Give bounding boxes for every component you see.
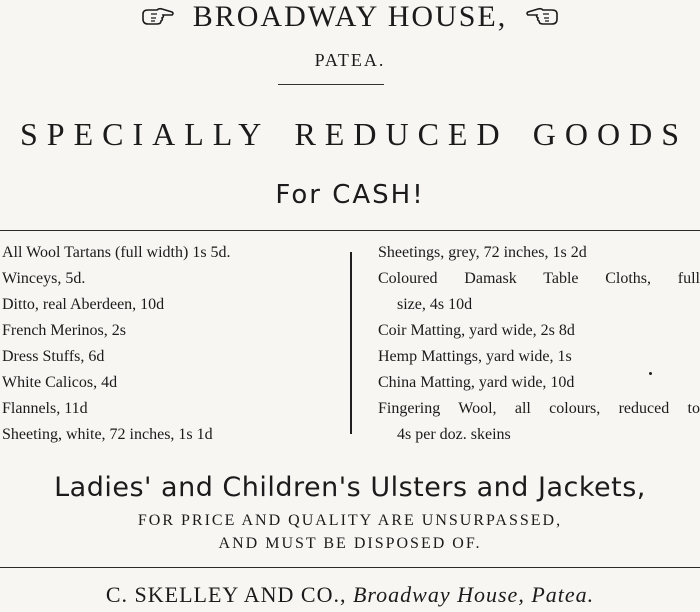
town-name: PATEA. [314,50,386,70]
list-item: Winceys, 5d. [2,270,86,287]
list-item: Ditto, real Aberdeen, 10d [2,296,165,313]
list-item-continuation: size, 4s 10d [397,296,473,313]
headline-word-2: REDUCED [294,116,509,152]
list-item: Coloured Damask Table Cloths, full [378,270,700,287]
list-item: Sheetings, grey, 72 inches, 1s 2d [378,244,587,261]
list-item: White Calicos, 4d [2,374,118,391]
notice-line-2: AND MUST BE DISPOSED OF. [218,535,482,552]
list-item: Hemp Mattings, yard wide, 1s [378,348,572,365]
ink-speck [649,372,652,375]
right-price-list [378,240,700,448]
left-price-list [2,240,342,448]
bottom-divider [0,567,700,568]
pointing-hand-right-icon [141,6,175,28]
top-divider [0,230,700,231]
headline-word-3: GOODS [532,116,688,152]
company-address: Broadway House, Patea. [352,582,595,607]
footer-signature [0,582,700,608]
subheadline: For CASH! [275,180,425,210]
headline-word-1: SPECIALLY [20,116,271,152]
company-name: C. SKELLEY AND CO., [105,582,347,607]
list-item: All Wool Tartans (full width) 1s 5d. [2,244,231,261]
short-divider [278,84,384,85]
notice-line-1: FOR PRICE AND QUALITY ARE UNSURPASSED, [137,512,563,529]
list-item: Fingering Wool, all colours, reduced to [378,400,700,417]
list-item: China Matting, yard wide, 10d [378,374,575,391]
list-item: Sheeting, white, 72 inches, 1s 1d [2,426,213,443]
list-item: Coir Matting, yard wide, 2s 8d [378,322,575,339]
column-divider [350,252,352,434]
pointing-hand-left-icon [525,6,559,28]
masthead [0,0,700,34]
ulsters-headline: Ladies' and Children's Ulsters and Jackets, [54,472,646,503]
list-item: French Merinos, 2s [2,322,126,339]
headline [20,116,688,153]
list-item: Flannels, 11d [2,400,88,417]
list-item: Dress Stuffs, 6d [2,348,105,365]
list-item-continuation: 4s per doz. skeins [397,426,511,443]
store-name: BROADWAY HOUSE, [192,0,508,33]
